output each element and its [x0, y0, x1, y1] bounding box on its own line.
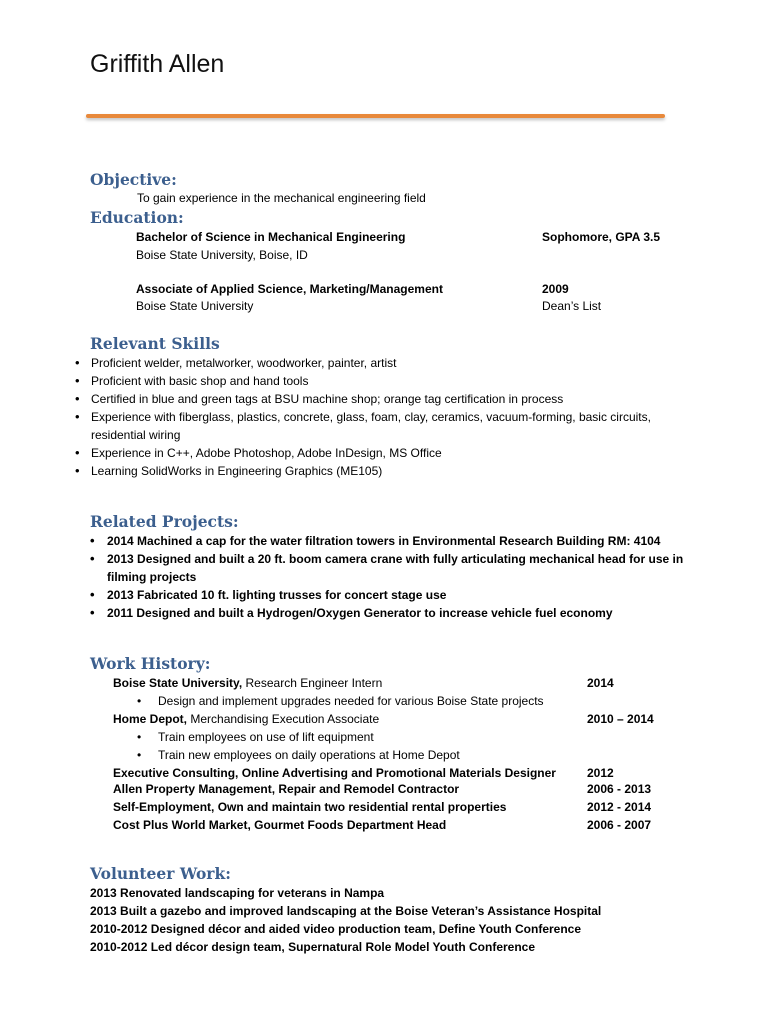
work-heading: Work History: — [90, 654, 211, 673]
work-entry — [113, 781, 459, 797]
education-degree-2: Associate of Applied Science, Marketing/Management — [136, 282, 443, 296]
work-entry — [113, 711, 379, 727]
work-entry — [113, 799, 506, 815]
list-item: • 2013 Fabricated 10 ft. lighting trusses for concert stage use — [90, 586, 690, 604]
work-bullet: • Design and implement upgrades needed for various Boise State projects — [137, 693, 544, 709]
list-item: • Proficient welder, metalworker, woodworker, painter, artist — [75, 354, 695, 372]
volunteer-item: 2010-2012 Designed décor and aided video production team, Define Youth Conference — [90, 922, 582, 936]
objective-text: To gain experience in the mechanical engineering field — [137, 191, 426, 205]
skills-list — [75, 354, 695, 480]
header-rule — [86, 114, 665, 118]
work-bullet: • Train new employees on daily operations at Home Depot — [137, 747, 460, 763]
work-employer: Home Depot, — [113, 712, 188, 726]
work-employer: Boise State University, — [113, 676, 243, 690]
education-year-2: 2009 — [542, 282, 569, 296]
projects-list — [90, 532, 690, 622]
work-role: Research Engineer Intern — [242, 676, 383, 690]
list-item: • Certified in blue and green tags at BSU machine shop; orange tag certification in process — [75, 390, 695, 408]
volunteer-item: 2013 Renovated landscaping for veterans in Nampa — [90, 886, 385, 900]
volunteer-item: 2013 Built a gazebo and improved landscaping at the Boise Veteran’s Assistance Hospital — [90, 904, 602, 918]
work-employer: Allen Property Management, — [113, 782, 276, 796]
education-school-1: Boise State University, Boise, ID — [136, 248, 308, 262]
work-years: 2014 — [587, 676, 614, 690]
work-entry — [113, 817, 446, 833]
list-item: • 2014 Machined a cap for the water filtration towers in Environmental Research Building RM: 4104 — [90, 532, 690, 550]
work-years: 2012 — [587, 766, 614, 780]
work-entry — [113, 765, 556, 781]
resume-name: Griffith Allen — [90, 50, 225, 78]
education-heading: Education: — [90, 208, 184, 227]
education-school-2: Boise State University — [136, 299, 254, 313]
work-role: Own and maintain two residential rental properties — [214, 800, 507, 814]
work-years: 2012 - 2014 — [587, 800, 652, 814]
work-role: Repair and Remodel Contractor — [275, 782, 460, 796]
education-degree-1: Bachelor of Science in Mechanical Engineering — [136, 230, 406, 244]
volunteer-heading: Volunteer Work: — [90, 864, 231, 883]
skills-heading: Relevant Skills — [90, 334, 220, 353]
list-item: • 2013 Designed and built a 20 ft. boom camera crane with fully articulating mechanical head for use in filming projects — [90, 550, 690, 586]
work-bullet: • Train employees on use of lift equipment — [137, 729, 374, 745]
work-role: Online Advertising and Promotional Materials Designer — [238, 766, 556, 780]
work-role: Gourmet Foods Department Head — [250, 818, 447, 832]
work-years: 2006 - 2007 — [587, 818, 652, 832]
work-entry — [113, 675, 382, 691]
education-status-1: Sophomore, GPA 3.5 — [542, 230, 661, 244]
list-item: • Learning SolidWorks in Engineering Graphics (ME105) — [75, 462, 695, 480]
work-employer: Cost Plus World Market, — [113, 818, 251, 832]
volunteer-item: 2010-2012 Led décor design team, Supernatural Role Model Youth Conference — [90, 940, 536, 954]
work-employer: Self-Employment, — [113, 800, 215, 814]
work-years: 2006 - 2013 — [587, 782, 652, 796]
list-item: • 2011 Designed and built a Hydrogen/Oxygen Generator to increase vehicle fuel economy — [90, 604, 690, 622]
projects-heading: Related Projects: — [90, 512, 239, 531]
work-employer: Executive Consulting, — [113, 766, 239, 780]
work-years: 2010 – 2014 — [587, 712, 654, 726]
objective-heading: Objective: — [90, 170, 177, 189]
list-item: • Proficient with basic shop and hand tools — [75, 372, 695, 390]
list-item: • Experience in C++, Adobe Photoshop, Adobe InDesign, MS Office — [75, 444, 695, 462]
education-honor-2: Dean’s List — [542, 299, 602, 313]
work-role: Merchandising Execution Associate — [187, 712, 380, 726]
list-item: • Experience with fiberglass, plastics, concrete, glass, foam, clay, ceramics, vacuum-forming, basic circuits, residential wiring — [75, 408, 695, 444]
